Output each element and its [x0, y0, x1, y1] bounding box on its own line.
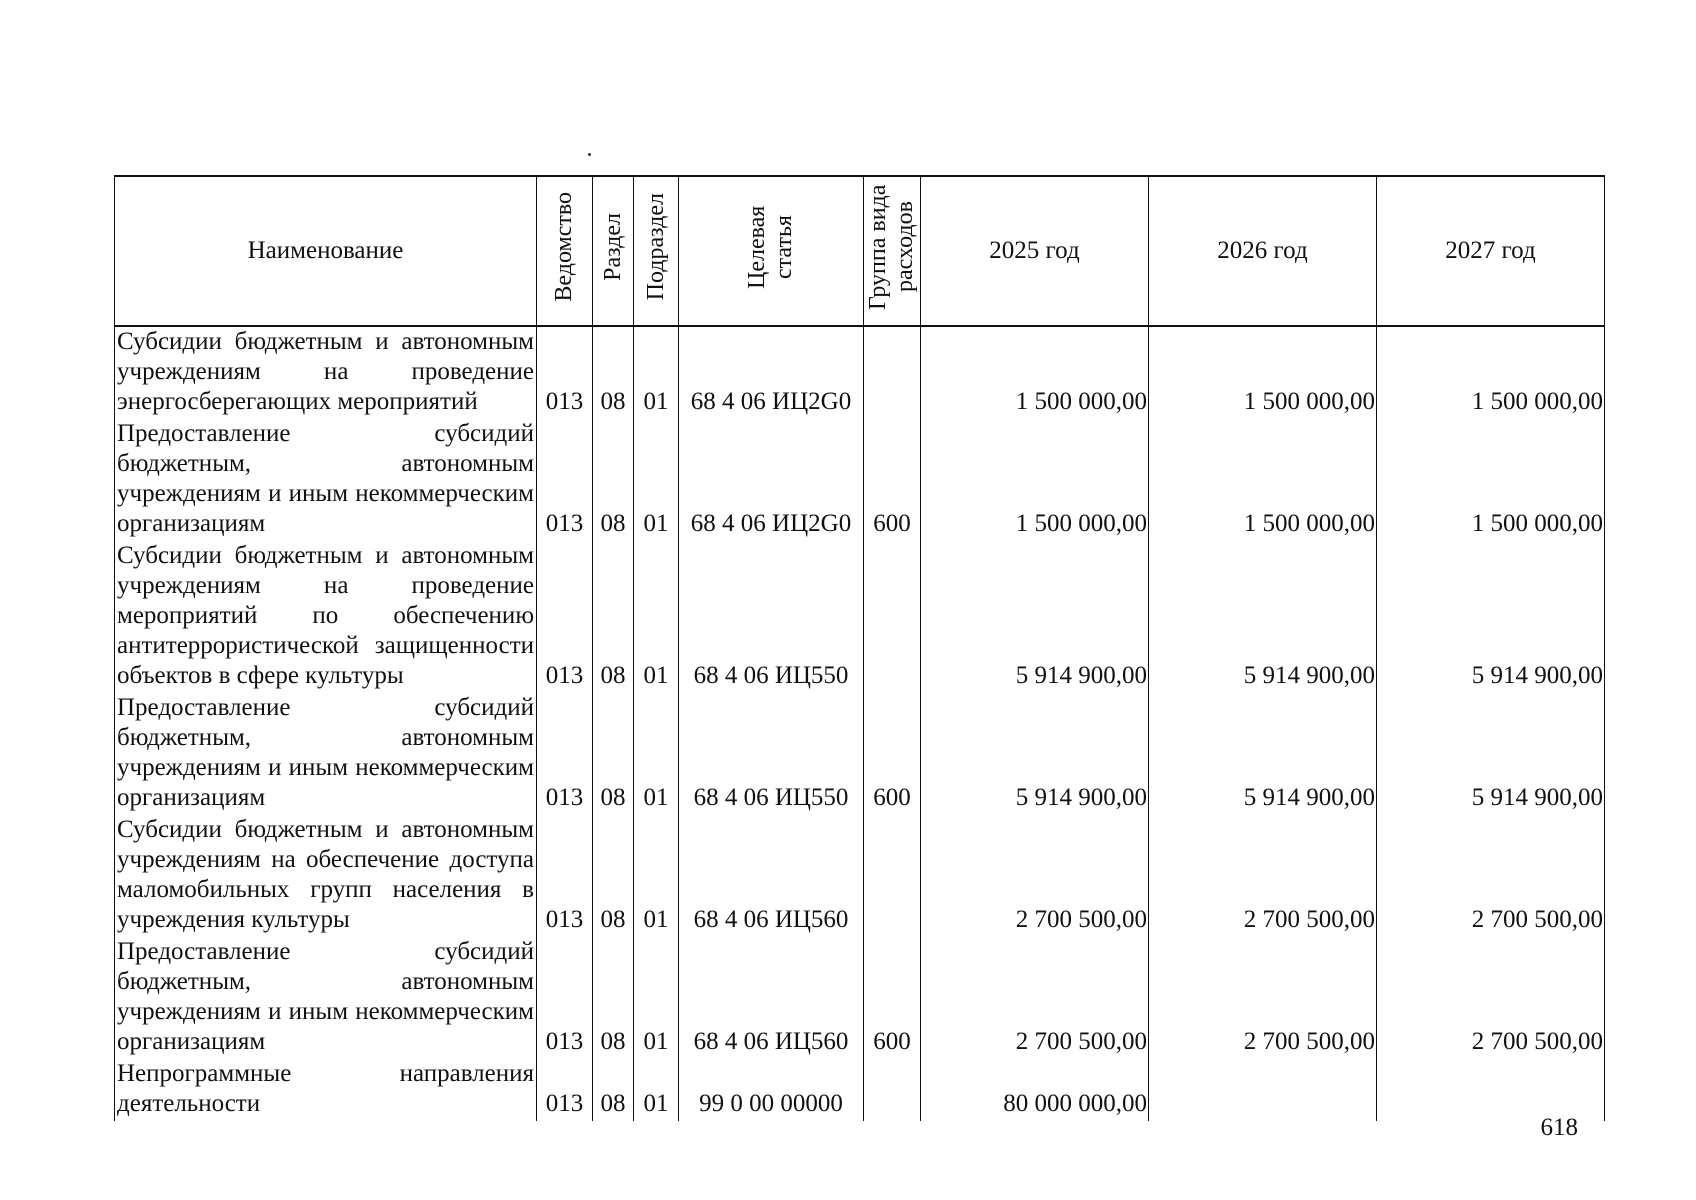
row-amount-2027 — [1377, 1059, 1605, 1121]
table-header — [115, 176, 1605, 326]
row-department: 013 — [537, 1059, 593, 1121]
header-section: Раздел — [593, 176, 634, 326]
table-row — [115, 937, 1605, 1059]
row-subsection: 01 — [634, 937, 679, 1059]
row-amount-2026: 2 700 500,00 — [1149, 815, 1377, 937]
row-amount-2026: 1 500 000,00 — [1149, 419, 1377, 541]
row-department: 013 — [537, 693, 593, 815]
row-amount-2025: 80 000 000,00 — [921, 1059, 1149, 1121]
row-amount-2025: 2 700 500,00 — [921, 937, 1149, 1059]
row-expense-group — [864, 326, 921, 419]
row-amount-2027: 2 700 500,00 — [1377, 815, 1605, 937]
row-amount-2026: 5 914 900,00 — [1149, 541, 1377, 693]
row-subsection: 01 — [634, 419, 679, 541]
row-expense-group: 600 — [864, 937, 921, 1059]
header-department: Ведомство — [537, 176, 593, 326]
row-name: Субсидии бюджетным и автономным учреждениям на проведение энергосберегающих мероприятий — [115, 326, 537, 419]
row-section: 08 — [593, 326, 634, 419]
row-section: 08 — [593, 693, 634, 815]
stray-dot-mark — [588, 153, 591, 156]
row-name: Непрограммные направления деятельности — [115, 1059, 537, 1121]
row-amount-2025: 1 500 000,00 — [921, 326, 1149, 419]
row-subsection: 01 — [634, 326, 679, 419]
page-number: 618 — [1540, 1114, 1578, 1141]
table-row — [115, 326, 1605, 419]
row-amount-2026 — [1149, 1059, 1377, 1121]
budget-table — [114, 175, 1605, 1121]
row-department: 013 — [537, 937, 593, 1059]
row-target-article: 68 4 06 ИЦ560 — [679, 937, 864, 1059]
row-name: Предоставление субсидий бюджетным, автономным учреждениям и иным некоммерческим организациям — [115, 937, 537, 1059]
row-amount-2025: 2 700 500,00 — [921, 815, 1149, 937]
row-section: 08 — [593, 937, 634, 1059]
row-department: 013 — [537, 815, 593, 937]
row-target-article: 68 4 06 ИЦ2G0 — [679, 419, 864, 541]
row-amount-2025: 5 914 900,00 — [921, 693, 1149, 815]
table-row — [115, 419, 1605, 541]
row-amount-2026: 1 500 000,00 — [1149, 326, 1377, 419]
row-subsection: 01 — [634, 1059, 679, 1121]
row-amount-2027: 1 500 000,00 — [1377, 326, 1605, 419]
header-target-article: Целевая статья — [679, 176, 864, 326]
table-row — [115, 1059, 1605, 1121]
row-target-article: 68 4 06 ИЦ560 — [679, 815, 864, 937]
table-row — [115, 693, 1605, 815]
row-amount-2025: 5 914 900,00 — [921, 541, 1149, 693]
table-row — [115, 815, 1605, 937]
row-amount-2027: 5 914 900,00 — [1377, 541, 1605, 693]
row-expense-group: 600 — [864, 419, 921, 541]
row-amount-2026: 2 700 500,00 — [1149, 937, 1377, 1059]
row-expense-group: 600 — [864, 693, 921, 815]
row-section: 08 — [593, 419, 634, 541]
row-department: 013 — [537, 541, 593, 693]
row-amount-2027: 1 500 000,00 — [1377, 419, 1605, 541]
header-year-2027: 2027 год — [1377, 176, 1605, 326]
row-name: Субсидии бюджетным и автономным учреждениям на обеспечение доступа маломобильных групп населения в учреждения культуры — [115, 815, 537, 937]
header-subsection: Подраздел — [634, 176, 679, 326]
row-department: 013 — [537, 326, 593, 419]
header-expense-group: Группа вида расходов — [864, 176, 921, 326]
row-section: 08 — [593, 815, 634, 937]
row-section: 08 — [593, 541, 634, 693]
table-body — [115, 326, 1605, 1121]
row-target-article: 99 0 00 00000 — [679, 1059, 864, 1121]
row-name: Предоставление субсидий бюджетным, автономным учреждениям и иным некоммерческим организациям — [115, 693, 537, 815]
row-amount-2027: 5 914 900,00 — [1377, 693, 1605, 815]
row-subsection: 01 — [634, 693, 679, 815]
header-name: Наименование — [115, 176, 537, 326]
row-department: 013 — [537, 419, 593, 541]
row-target-article: 68 4 06 ИЦ2G0 — [679, 326, 864, 419]
table-row — [115, 541, 1605, 693]
row-target-article: 68 4 06 ИЦ550 — [679, 693, 864, 815]
row-subsection: 01 — [634, 815, 679, 937]
row-amount-2027: 2 700 500,00 — [1377, 937, 1605, 1059]
row-target-article: 68 4 06 ИЦ550 — [679, 541, 864, 693]
row-expense-group — [864, 815, 921, 937]
row-name: Субсидии бюджетным и автономным учреждениям на проведение мероприятий по обеспечению антитеррористической защищенности объектов в сфере культуры — [115, 541, 537, 693]
row-amount-2026: 5 914 900,00 — [1149, 693, 1377, 815]
header-row — [115, 176, 1605, 326]
row-subsection: 01 — [634, 541, 679, 693]
row-name: Предоставление субсидий бюджетным, автономным учреждениям и иным некоммерческим организациям — [115, 419, 537, 541]
header-year-2026: 2026 год — [1149, 176, 1377, 326]
row-expense-group — [864, 541, 921, 693]
row-expense-group — [864, 1059, 921, 1121]
row-section: 08 — [593, 1059, 634, 1121]
header-year-2025: 2025 год — [921, 176, 1149, 326]
row-amount-2025: 1 500 000,00 — [921, 419, 1149, 541]
